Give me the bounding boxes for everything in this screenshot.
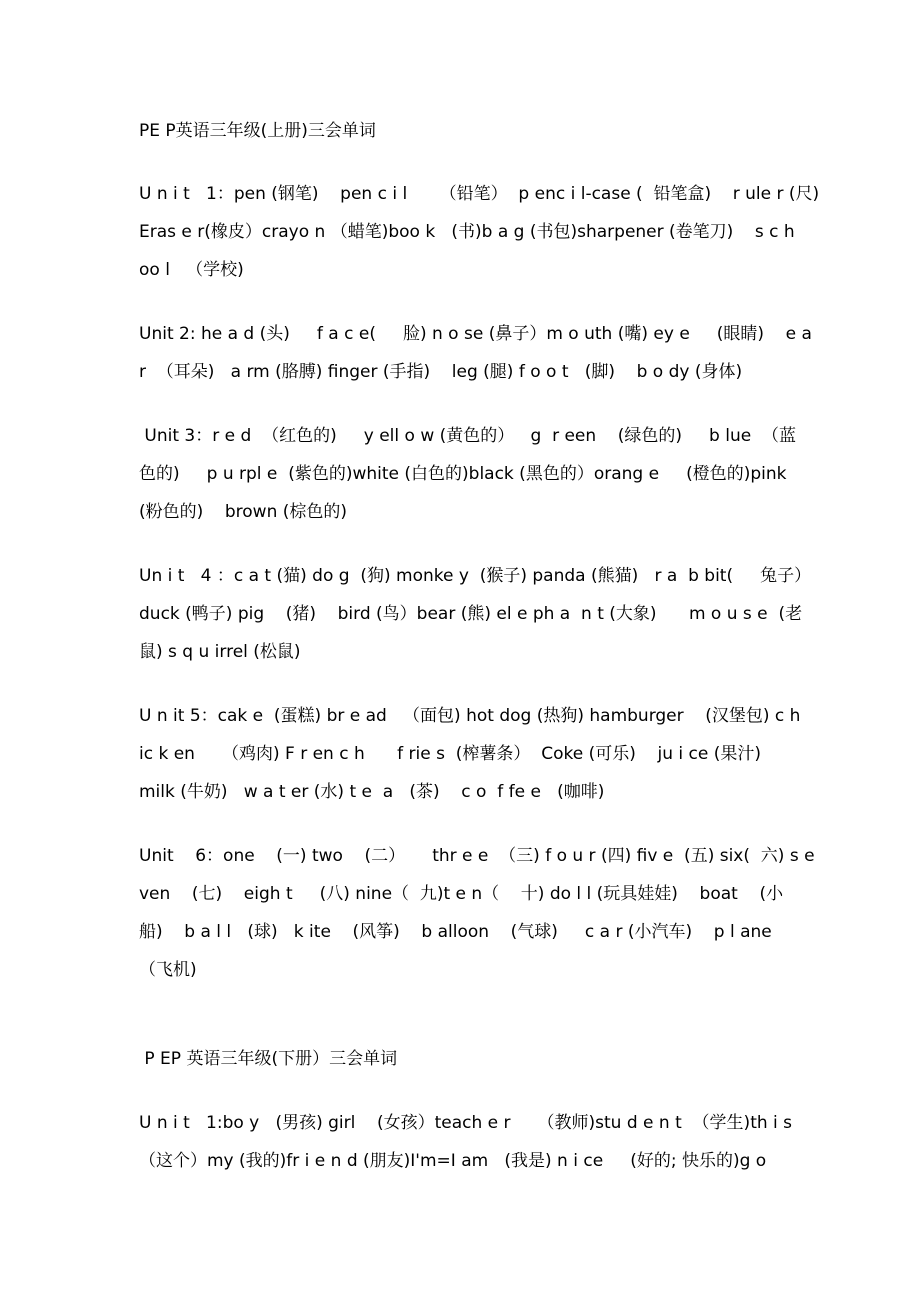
unit4-line1: Un i t 4 ：c a t (猫) do g (狗) monke y (猴子) panda (熊猫) r a b bit( 兔子） [139,566,812,586]
unit5-line2: ic k en （鸡肉) F r en c h f rie s (榨薯条） Coke (可乐) ju i ce (果汁) [139,744,761,764]
unit1-line2: Eras e r(橡皮）crayo n （蜡笔)boo k (书)b a g (书包)sharpener (卷笔刀) s c h [139,222,795,242]
unit6-line2: ven (七) eigh t (八) nine（ 九)t e n（ 十) do l l (玩具娃娃) boat (小 [139,884,784,904]
section-title-lower-grade3: P EP 英语三年级(下册）三会单词 [139,1049,398,1069]
unit6-line4: （飞机) [139,960,197,980]
unit3-line1: Unit 3：r e d （红色的) y ell o w (黄色的） g r een (绿色的) b lue （蓝 [139,426,797,446]
unit6-line1: Unit 6：one (一) two (二） thr e e （三) f o u r (四) fiv e (五) six( 六) s e [139,846,815,866]
unit5-line3: milk (牛奶) w a t er (水) t e a (茶) c o f fe e (咖啡) [139,782,605,802]
section-title-upper-grade3: PE P英语三年级(上册)三会单词 [139,121,376,141]
unit3-line2: 色的) p u rpl e (紫色的)white (白色的)black (黑色的）orang e (橙色的)pink [139,464,787,484]
lower-unit1-line2: （这个）my (我的)fr i e n d (朋友)I'm=I am (我是) n i ce (好的; 快乐的)g o [139,1151,767,1171]
unit1-line3: oo l （学校) [139,260,244,280]
unit5-line1: U n it 5：cak e (蛋糕) br e ad （面包) hot dog (热狗) hamburger (汉堡包) c h [139,706,801,726]
unit2-line1: Unit 2: he a d (头) f a c e( 脸) n o se (鼻子）m o uth (嘴) ey e (眼睛) e a [139,324,812,344]
unit4-line2: duck (鸭子) pig (猪) bird (鸟）bear (熊) el e ph a n t (大象) m o u s e (老 [139,604,803,624]
unit1-line1: U n i t 1：pen (钢笔) pen c i l （铅笔） p enc i l-case ( 铅笔盒) r ule r (尺) [139,184,820,204]
unit4-line3: 鼠) s q u irrel (松鼠) [139,642,301,662]
unit6-line3: 船) b a l l (球) k ite (风筝) b alloon (气球) c a r (小汽车) p l ane [139,922,772,942]
unit2-line2: r （耳朵) a rm (胳膊) finger (手指) leg (腿) f o o t (脚) b o dy (身体) [139,362,743,382]
lower-unit1-line1: U n i t 1:bo y (男孩) girl (女孩）teach e r （教师)stu d e n t （学生)th i s [139,1113,793,1133]
unit3-line3: (粉色的) brown (棕色的) [139,502,348,522]
